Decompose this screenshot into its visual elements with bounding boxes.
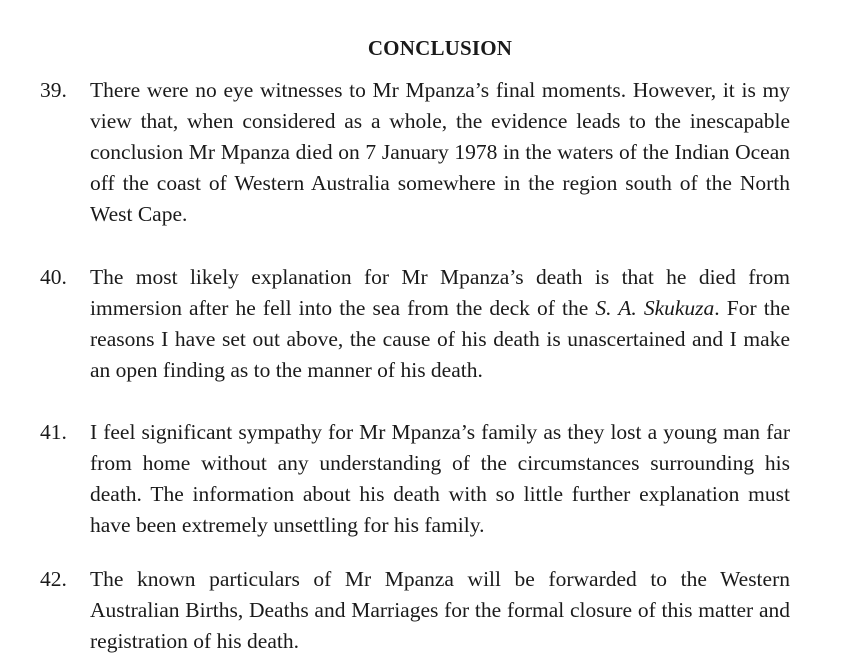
paragraph-39 xyxy=(40,75,790,230)
paragraph-text: There were no eye witnesses to Mr Mpanza’s final moments. However, it is my view that, when considered as a whole, the evidence leads to the inescapable conclusion Mr Mpanza died on 7 January 1978 in the waters of the Indian Ocean off the coast of Western Australia somewhere in the region south of the North West Cape. xyxy=(90,78,790,226)
paragraph-41 xyxy=(40,417,790,541)
paragraph-text-after: . For the reasons I have set out above, the cause of his death is unascertained and I make an open finding as to the manner of his death. xyxy=(90,296,790,382)
paragraph-42 xyxy=(40,564,790,657)
paragraph-text-before: The most likely explanation for Mr Mpanza’s death is that he died from immersion after he fell into the sea from the deck of the xyxy=(90,265,790,320)
paragraph-number: 39. xyxy=(40,78,67,102)
ship-name: S. A. Skukuza xyxy=(595,296,715,320)
paragraph-40 xyxy=(40,262,790,386)
paragraph-number: 40. xyxy=(40,265,67,289)
paragraph-text: I feel significant sympathy for Mr Mpanza’s family as they lost a young man far from home without any understanding of the circumstances surrounding his death. The information about his death with so little further explanation must have been extremely unsettling for his family. xyxy=(90,420,790,537)
paragraph-number: 42. xyxy=(40,567,67,591)
paragraph-number: 41. xyxy=(40,420,67,444)
paragraph-text: The known particulars of Mr Mpanza will be forwarded to the Western Australian Births, Deaths and Marriages for the formal closure of this matter and registration of his death. xyxy=(90,567,790,653)
section-heading: CONCLUSION xyxy=(367,36,513,60)
paragraph-text xyxy=(90,262,790,386)
